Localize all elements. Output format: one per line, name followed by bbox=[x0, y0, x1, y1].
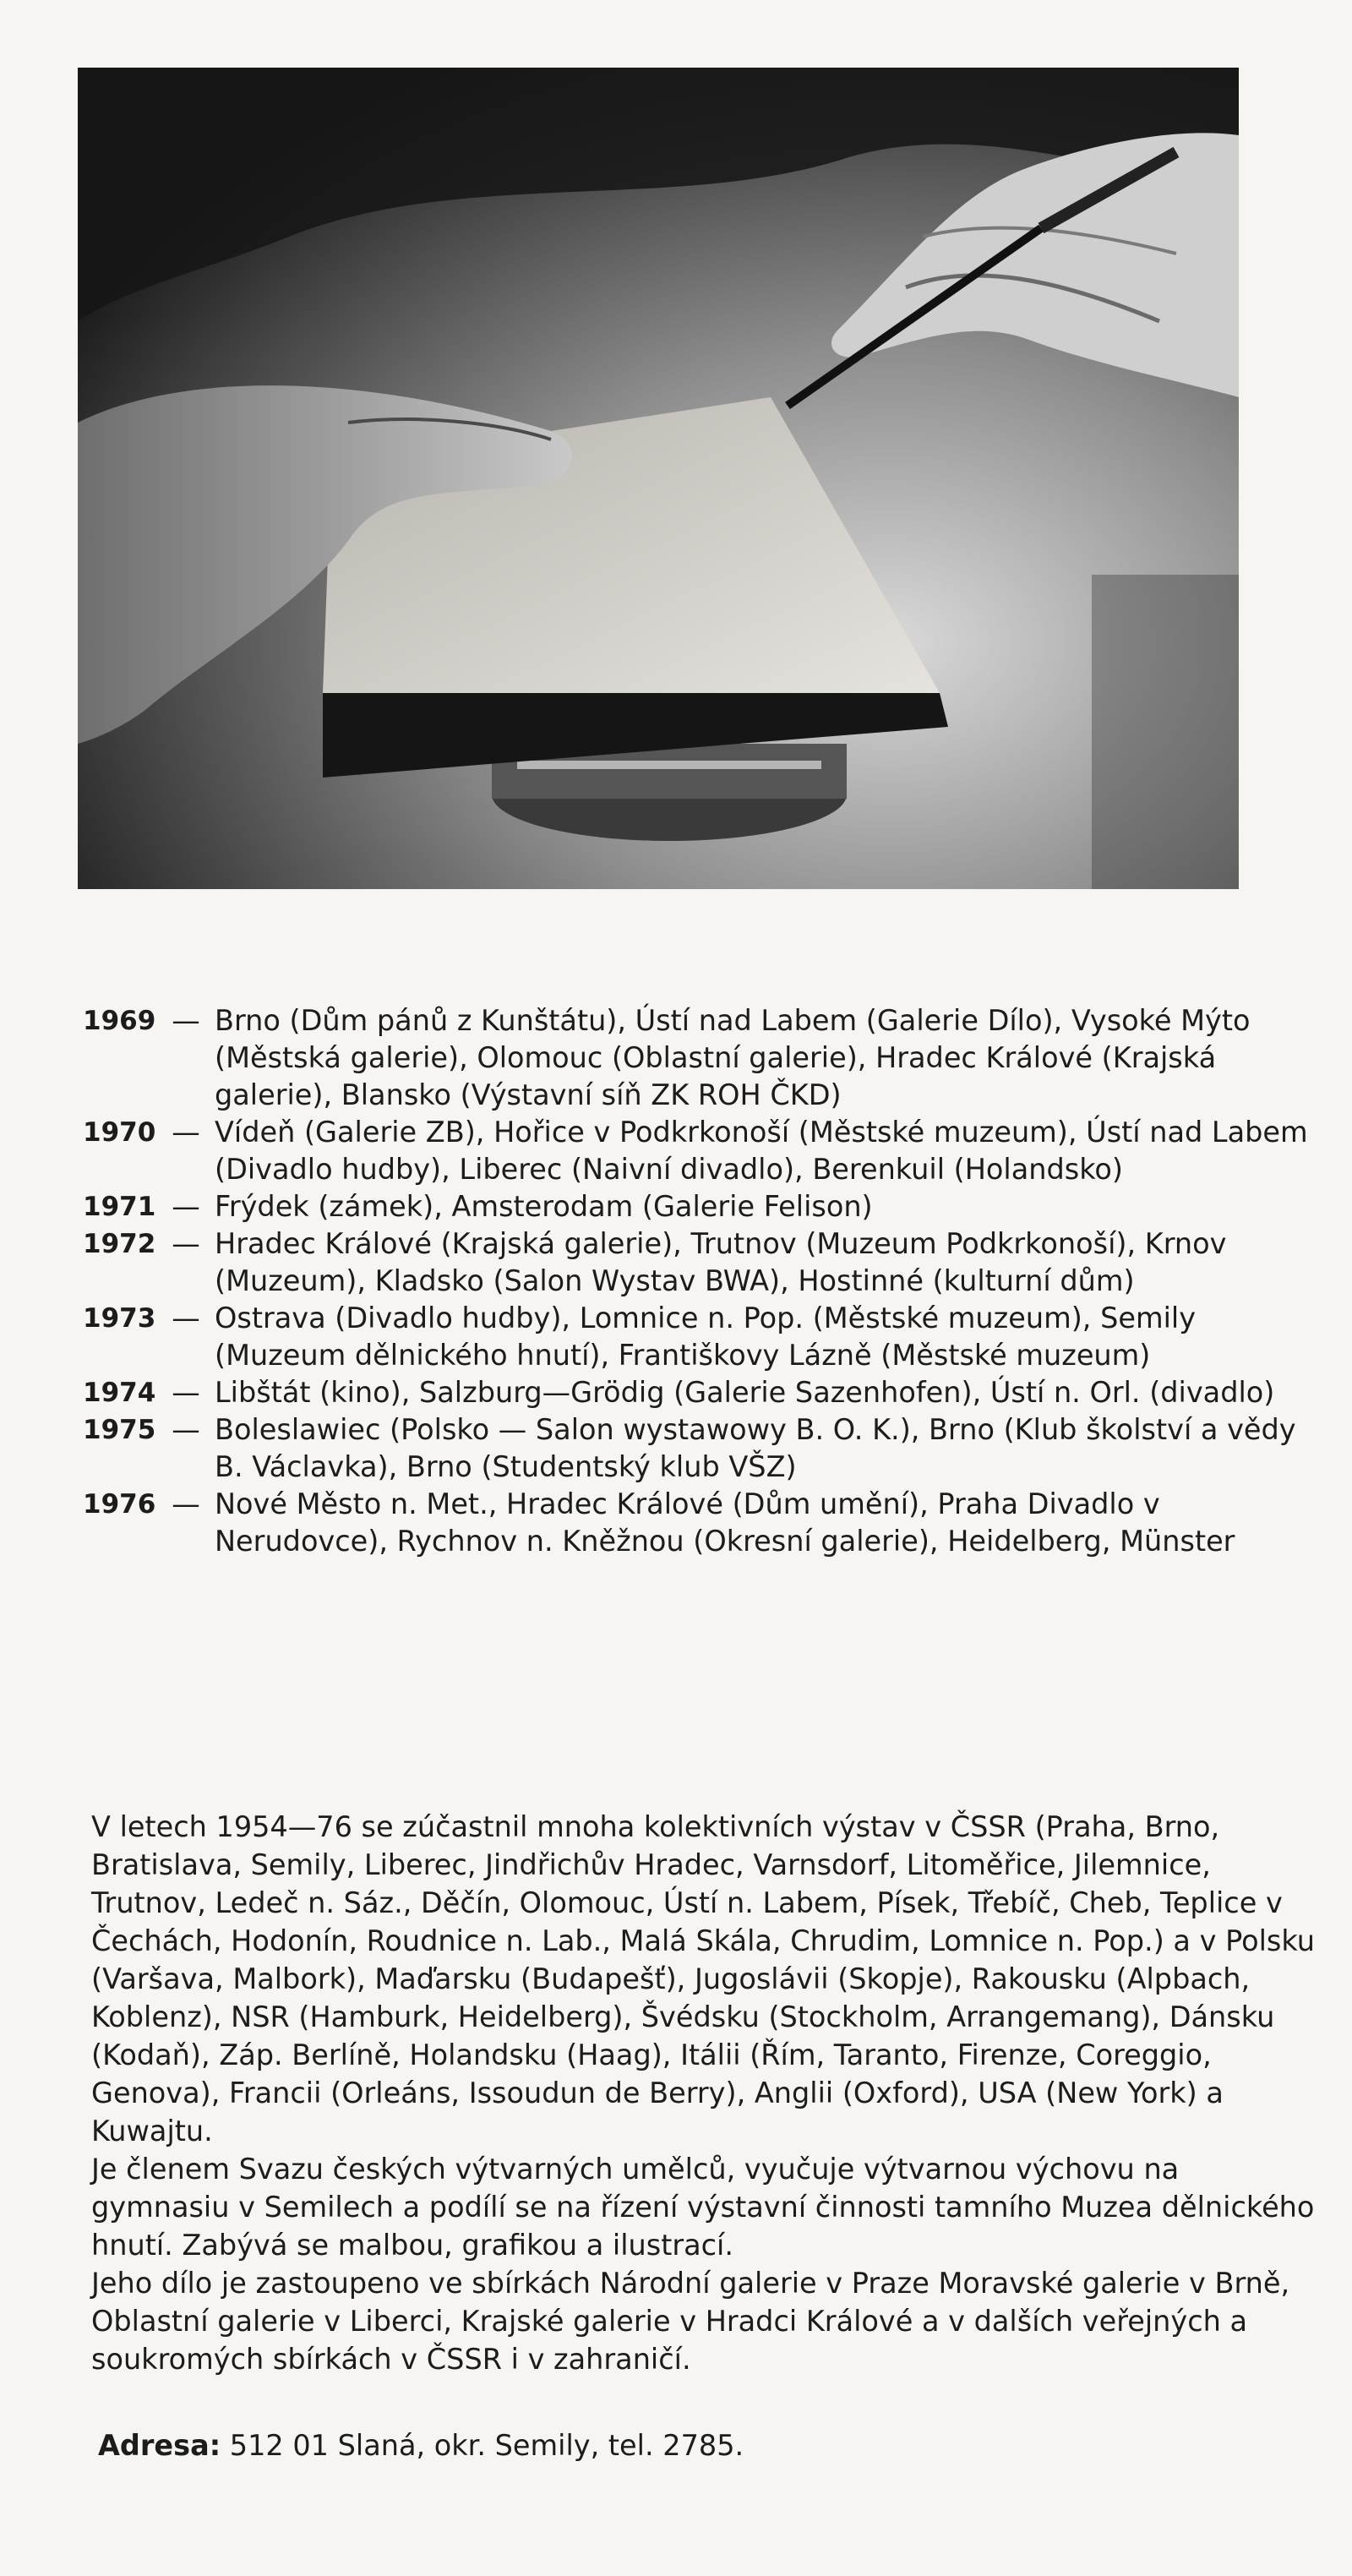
exhibition-entry bbox=[83, 1486, 1308, 1560]
membership-paragraph: Je členem Svazu českých výtvarných umělců, vyučuje výtvarnou výchovu na gymnasiu v Semilech a podílí se na řízení výstavní činnosti tamního Muzea dělnického hnutí. Zabývá se malbou, grafikou a ilustrací. bbox=[91, 2153, 1315, 2262]
exhibition-dash: — bbox=[172, 1302, 200, 1334]
exhibition-year: 1974 bbox=[83, 1378, 156, 1408]
exhibition-dash: — bbox=[172, 1413, 200, 1446]
exhibition-venues: Boleslawiec (Polsko — Salon wystawowy B. O. K.), Brno (Klub školství a vědy B. Václavka), Brno (Studentský klub VŠZ) bbox=[215, 1413, 1296, 1483]
artist-photo bbox=[78, 68, 1239, 889]
exhibition-dash: — bbox=[172, 1116, 200, 1149]
exhibition-dash: — bbox=[172, 1004, 200, 1037]
exhibition-venues: Brno (Dům pánů z Kunštátu), Ústí nad Labem (Galerie Dílo), Vysoké Mýto (Městská galerie), Olomouc (Oblastní galerie), Hradec Králové (Krajská galerie), Blansko (Výstavní síň ZK ROH ČKD) bbox=[215, 1004, 1251, 1111]
exhibition-venues: Vídeň (Galerie ZB), Hořice v Podkrkonoší (Městské muzeum), Ústí nad Labem (Divadlo hudby), Liberec (Naivní divadlo), Berenkuil (Holandsko) bbox=[215, 1116, 1308, 1186]
exhibition-venues: Hradec Králové (Krajská galerie), Trutnov (Muzeum Podkrkonoší), Krnov (Muzeum), Kladsko (Salon Wystav BWA), Hostinné (kulturní dům) bbox=[215, 1227, 1227, 1297]
exhibition-dash: — bbox=[172, 1227, 200, 1260]
collective-exhibitions-paragraph: V letech 1954—76 se zúčastnil mnoha kolektivních výstav v ČSSR (Praha, Brno, Bratislava, Semily, Liberec, Jindřichův Hradec, Varnsdorf, Litoměřice, Jilemnice, Trutnov, Ledeč n. Sáz., Děčín, Olomouc, Ústí n. Labem, Písek, Třebíč, Cheb, Teplice v Čechách, Hodonín, Roudnice n. Lab., Malá Skála, Chrudim, Lomnice n. Pop.) a v Polsku (Varšava, Malbork), Maďarsku (Budapešť), Jugoslávii (Skopje), Rakousku (Alpbach, Koblenz), NSR (Hamburk, Heidelberg), Švédsku (Stockholm, Arrangemang), Dánsku (Kodaň), Záp. Berlíně, Holandsku (Haag), Itálii (Řím, Taranto, Firenze, Coreggio, Genova), Francii (Orleáns, Issoudun de Berry), Anglii (Oxford), USA (New York) a Kuwajtu. bbox=[91, 1810, 1315, 2148]
exhibitions-list bbox=[83, 1002, 1308, 1560]
exhibition-year: 1975 bbox=[83, 1415, 156, 1445]
exhibition-year: 1970 bbox=[83, 1117, 156, 1148]
exhibition-year: 1971 bbox=[83, 1192, 156, 1222]
exhibition-year: 1973 bbox=[83, 1303, 156, 1334]
exhibition-venues: Nové Město n. Met., Hradec Králové (Dům umění), Praha Divadlo v Nerudovce), Rychnov n. Kněžnou (Okresní galerie), Heidelberg, Münster bbox=[215, 1487, 1235, 1558]
photo-hands-with-graver-icon bbox=[78, 68, 1239, 889]
address-value: 512 01 Slaná, okr. Semily, tel. 2785. bbox=[229, 2429, 744, 2462]
exhibition-entry bbox=[83, 1300, 1308, 1374]
exhibition-entry bbox=[83, 1411, 1308, 1486]
exhibition-entry bbox=[83, 1225, 1308, 1300]
collections-paragraph: Jeho dílo je zastoupeno ve sbírkách Národní galerie v Praze Moravské galerie v Brně, Oblastní galerie v Liberci, Krajské galerie v Hradci Králové a v dalších veřejných a soukromých sbírkách v ČSSR i v zahraničí. bbox=[91, 2267, 1290, 2376]
address-label: Adresa: bbox=[98, 2429, 221, 2462]
exhibition-entry bbox=[83, 1188, 1308, 1225]
exhibition-venues: Frýdek (zámek), Amsterodam (Galerie Felison) bbox=[215, 1190, 873, 1223]
exhibition-entry bbox=[83, 1002, 1308, 1114]
exhibition-dash: — bbox=[172, 1376, 200, 1409]
exhibition-dash: — bbox=[172, 1487, 200, 1520]
exhibition-venues: Libštát (kino), Salzburg—Grödig (Galerie Sazenhofen), Ústí n. Orl. (divadlo) bbox=[215, 1376, 1275, 1409]
exhibition-year: 1976 bbox=[83, 1489, 156, 1520]
exhibition-dash: — bbox=[172, 1190, 200, 1223]
exhibition-year: 1969 bbox=[83, 1006, 156, 1036]
exhibition-year: 1972 bbox=[83, 1229, 156, 1259]
address-line bbox=[98, 2427, 744, 2464]
exhibition-venues: Ostrava (Divadlo hudby), Lomnice n. Pop. (Městské muzeum), Semily (Muzeum dělnického hnutí), Františkovy Lázně (Městské muzeum) bbox=[215, 1302, 1197, 1372]
biography-text bbox=[91, 1808, 1325, 2378]
exhibition-entry bbox=[83, 1114, 1308, 1188]
exhibition-entry bbox=[83, 1374, 1308, 1411]
